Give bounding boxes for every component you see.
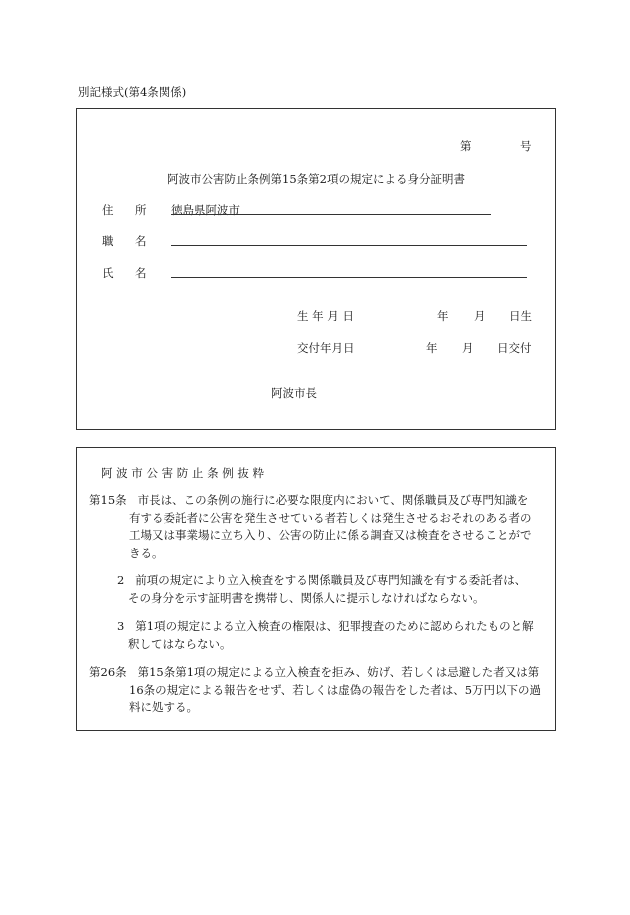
paragraph-2-number: 2 [117,573,125,587]
position-line [171,245,527,246]
paragraph-2-line-1: 前項の規定により立入検査をする関係職員及び専門知識を有する委託者は、 [135,573,527,587]
form-label: 別記様式(第4条関係) [78,85,187,99]
name-label-1: 氏 [102,266,114,280]
mayor-signature: 阿波市長 [271,386,317,400]
card-title: 阿波市公害防止条例第15条第2項の規定による身分証明書 [167,172,465,186]
birth-month: 月 [474,309,486,323]
issue-day: 日交付 [497,341,532,355]
article-26-line-1: 第15条第1項の規定による立入検査を拒み、妨げ、若しくは忌避した者又は第 [137,665,540,679]
issue-month: 月 [462,341,474,355]
article-15-number: 第15条 [89,493,127,507]
birth-day: 日生 [509,309,532,323]
paragraph-3-line-1: 第1項の規定による立入検査の権限は、犯罪捜査のために認められたものと解 [135,619,534,633]
paragraph-3-line-2: 釈してはならない。 [128,636,232,651]
article-15-line-4: きる。 [129,545,164,560]
ordinance-excerpt-box [76,447,556,731]
article-15 [89,492,532,562]
article-26 [89,664,541,717]
position-label-2: 名 [135,234,147,248]
article-15-line-2: 有する委託者に公害を発生させている者若しくは発生させるおそれのある者の [129,510,532,525]
position-label-1: 職 [102,234,114,248]
name-line [171,277,527,278]
name-label-2: 名 [135,266,147,280]
article-26-line-2: 16条の規定による報告をせず、若しくは虚偽の報告をした者は、5万円以下の過 [129,682,542,697]
article-26-line-3: 料に処する。 [129,700,198,714]
paragraph-2-line-2: その身分を示す証明書を携帯し、関係人に提示しなければならない。 [128,590,485,605]
birth-date-label: 生 年 月 日 [297,309,354,323]
article-26-number: 第26条 [89,665,127,679]
article-15-line-1: 市長は、この条例の施行に必要な限度内において、関係職員及び専門知識を [137,493,529,507]
address-label-2: 所 [135,203,147,217]
number-prefix: 第 [460,139,472,153]
birth-year: 年 [437,309,449,323]
number-suffix: 号 [520,139,532,153]
article-15-paragraph-3 [117,618,534,653]
address-line [171,214,491,215]
issue-year: 年 [426,341,438,355]
paragraph-3-number: 3 [117,619,125,633]
id-card-box [76,108,556,430]
address-value: 徳島県阿波市 [171,203,240,217]
issue-date-label: 交付年月日 [297,341,355,355]
address-label-1: 住 [102,203,114,217]
excerpt-heading: 阿 波 市 公 害 防 止 条 例 抜 粋 [101,466,265,480]
article-15-line-3: 工場又は事業場に立ち入り、公害の防止に係る調査又は検査をさせることがで [129,528,532,542]
article-15-paragraph-2 [117,572,526,607]
